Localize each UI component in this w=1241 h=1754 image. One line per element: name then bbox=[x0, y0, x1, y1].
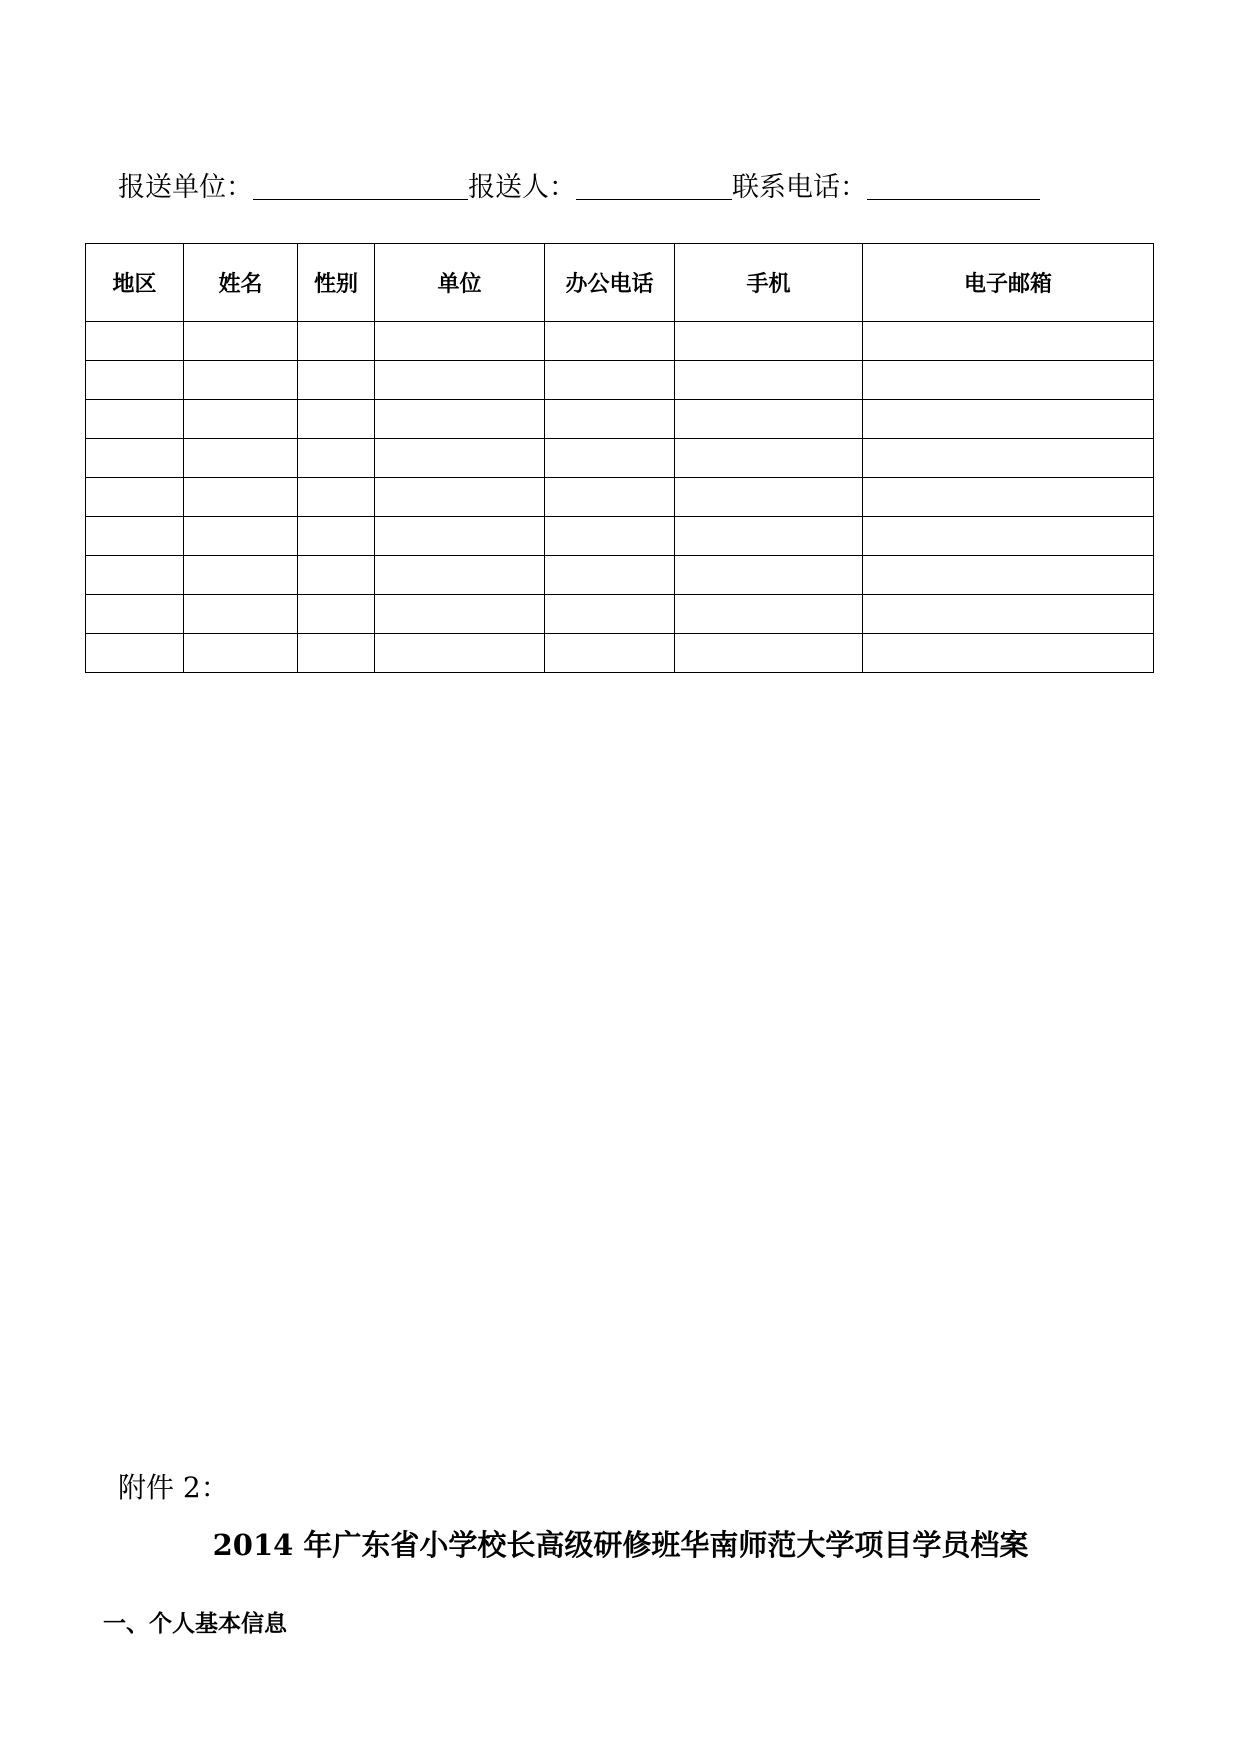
table-cell[interactable] bbox=[675, 478, 863, 517]
table-cell[interactable] bbox=[545, 478, 675, 517]
table-cell[interactable] bbox=[863, 595, 1154, 634]
header-unit: 单位 bbox=[375, 244, 545, 322]
phone-label: 联系电话： bbox=[732, 172, 867, 203]
table-cell[interactable] bbox=[298, 517, 375, 556]
table-cell[interactable] bbox=[545, 322, 675, 361]
section-heading: 一、个人基本信息 bbox=[103, 1611, 287, 1637]
table-cell[interactable] bbox=[375, 595, 545, 634]
table-cell[interactable] bbox=[184, 634, 298, 673]
table-cell[interactable] bbox=[184, 400, 298, 439]
table-cell[interactable] bbox=[86, 517, 184, 556]
table-cell[interactable] bbox=[298, 439, 375, 478]
table-cell[interactable] bbox=[545, 517, 675, 556]
table-cell[interactable] bbox=[545, 634, 675, 673]
table-cell[interactable] bbox=[298, 361, 375, 400]
table-row bbox=[86, 400, 1154, 439]
table-cell[interactable] bbox=[184, 439, 298, 478]
table-cell[interactable] bbox=[86, 322, 184, 361]
table-cell[interactable] bbox=[675, 400, 863, 439]
table-cell[interactable] bbox=[86, 595, 184, 634]
table-cell[interactable] bbox=[298, 595, 375, 634]
table-cell[interactable] bbox=[675, 322, 863, 361]
table-row bbox=[86, 478, 1154, 517]
table-cell[interactable] bbox=[184, 595, 298, 634]
table-cell[interactable] bbox=[184, 517, 298, 556]
header-office-phone: 办公电话 bbox=[545, 244, 675, 322]
person-label: 报送人： bbox=[468, 172, 576, 203]
table-cell[interactable] bbox=[863, 517, 1154, 556]
table-cell[interactable] bbox=[675, 556, 863, 595]
document-title: 2014 年广东省小学校长高级研修班华南师范大学项目学员档案 bbox=[212, 1528, 1029, 1562]
table-cell[interactable] bbox=[86, 634, 184, 673]
table-cell[interactable] bbox=[863, 478, 1154, 517]
roster-header-row bbox=[86, 244, 1154, 322]
header-mobile: 手机 bbox=[675, 244, 863, 322]
table-cell[interactable] bbox=[375, 439, 545, 478]
roster-body bbox=[86, 322, 1154, 673]
table-cell[interactable] bbox=[375, 322, 545, 361]
table-cell[interactable] bbox=[86, 361, 184, 400]
unit-label: 报送单位： bbox=[118, 172, 253, 203]
table-cell[interactable] bbox=[545, 439, 675, 478]
table-cell[interactable] bbox=[863, 361, 1154, 400]
table-cell[interactable] bbox=[863, 439, 1154, 478]
table-cell[interactable] bbox=[298, 634, 375, 673]
table-cell[interactable] bbox=[298, 400, 375, 439]
table-cell[interactable] bbox=[375, 361, 545, 400]
table-cell[interactable] bbox=[375, 400, 545, 439]
table-row bbox=[86, 595, 1154, 634]
table-row bbox=[86, 322, 1154, 361]
table-cell[interactable] bbox=[863, 400, 1154, 439]
table-cell[interactable] bbox=[86, 478, 184, 517]
table-cell[interactable] bbox=[863, 634, 1154, 673]
roster-table bbox=[85, 243, 1154, 673]
table-cell[interactable] bbox=[863, 322, 1154, 361]
attachment-label: 附件 2： bbox=[118, 1471, 229, 1504]
table-cell[interactable] bbox=[545, 361, 675, 400]
table-cell[interactable] bbox=[545, 595, 675, 634]
table-cell[interactable] bbox=[675, 595, 863, 634]
table-cell[interactable] bbox=[675, 634, 863, 673]
table-cell[interactable] bbox=[675, 361, 863, 400]
table-cell[interactable] bbox=[298, 556, 375, 595]
table-cell[interactable] bbox=[375, 634, 545, 673]
table-row bbox=[86, 556, 1154, 595]
header-name: 姓名 bbox=[184, 244, 298, 322]
table-cell[interactable] bbox=[298, 322, 375, 361]
unit-blank-field[interactable] bbox=[253, 169, 468, 200]
report-info-line bbox=[118, 160, 1040, 204]
table-cell[interactable] bbox=[184, 556, 298, 595]
header-region: 地区 bbox=[86, 244, 184, 322]
phone-blank-field[interactable] bbox=[867, 169, 1040, 200]
table-cell[interactable] bbox=[545, 556, 675, 595]
table-cell[interactable] bbox=[375, 517, 545, 556]
table-cell[interactable] bbox=[86, 400, 184, 439]
table-cell[interactable] bbox=[86, 556, 184, 595]
table-row bbox=[86, 634, 1154, 673]
table-cell[interactable] bbox=[86, 439, 184, 478]
table-row bbox=[86, 361, 1154, 400]
table-cell[interactable] bbox=[375, 478, 545, 517]
person-blank-field[interactable] bbox=[576, 169, 732, 200]
table-cell[interactable] bbox=[375, 556, 545, 595]
table-cell[interactable] bbox=[184, 322, 298, 361]
table-row bbox=[86, 517, 1154, 556]
header-email: 电子邮箱 bbox=[863, 244, 1154, 322]
header-gender: 性别 bbox=[298, 244, 375, 322]
table-cell[interactable] bbox=[675, 439, 863, 478]
table-cell[interactable] bbox=[545, 400, 675, 439]
table-cell[interactable] bbox=[675, 517, 863, 556]
table-cell[interactable] bbox=[298, 478, 375, 517]
table-row bbox=[86, 439, 1154, 478]
table-cell[interactable] bbox=[184, 478, 298, 517]
table-cell[interactable] bbox=[184, 361, 298, 400]
table-cell[interactable] bbox=[863, 556, 1154, 595]
